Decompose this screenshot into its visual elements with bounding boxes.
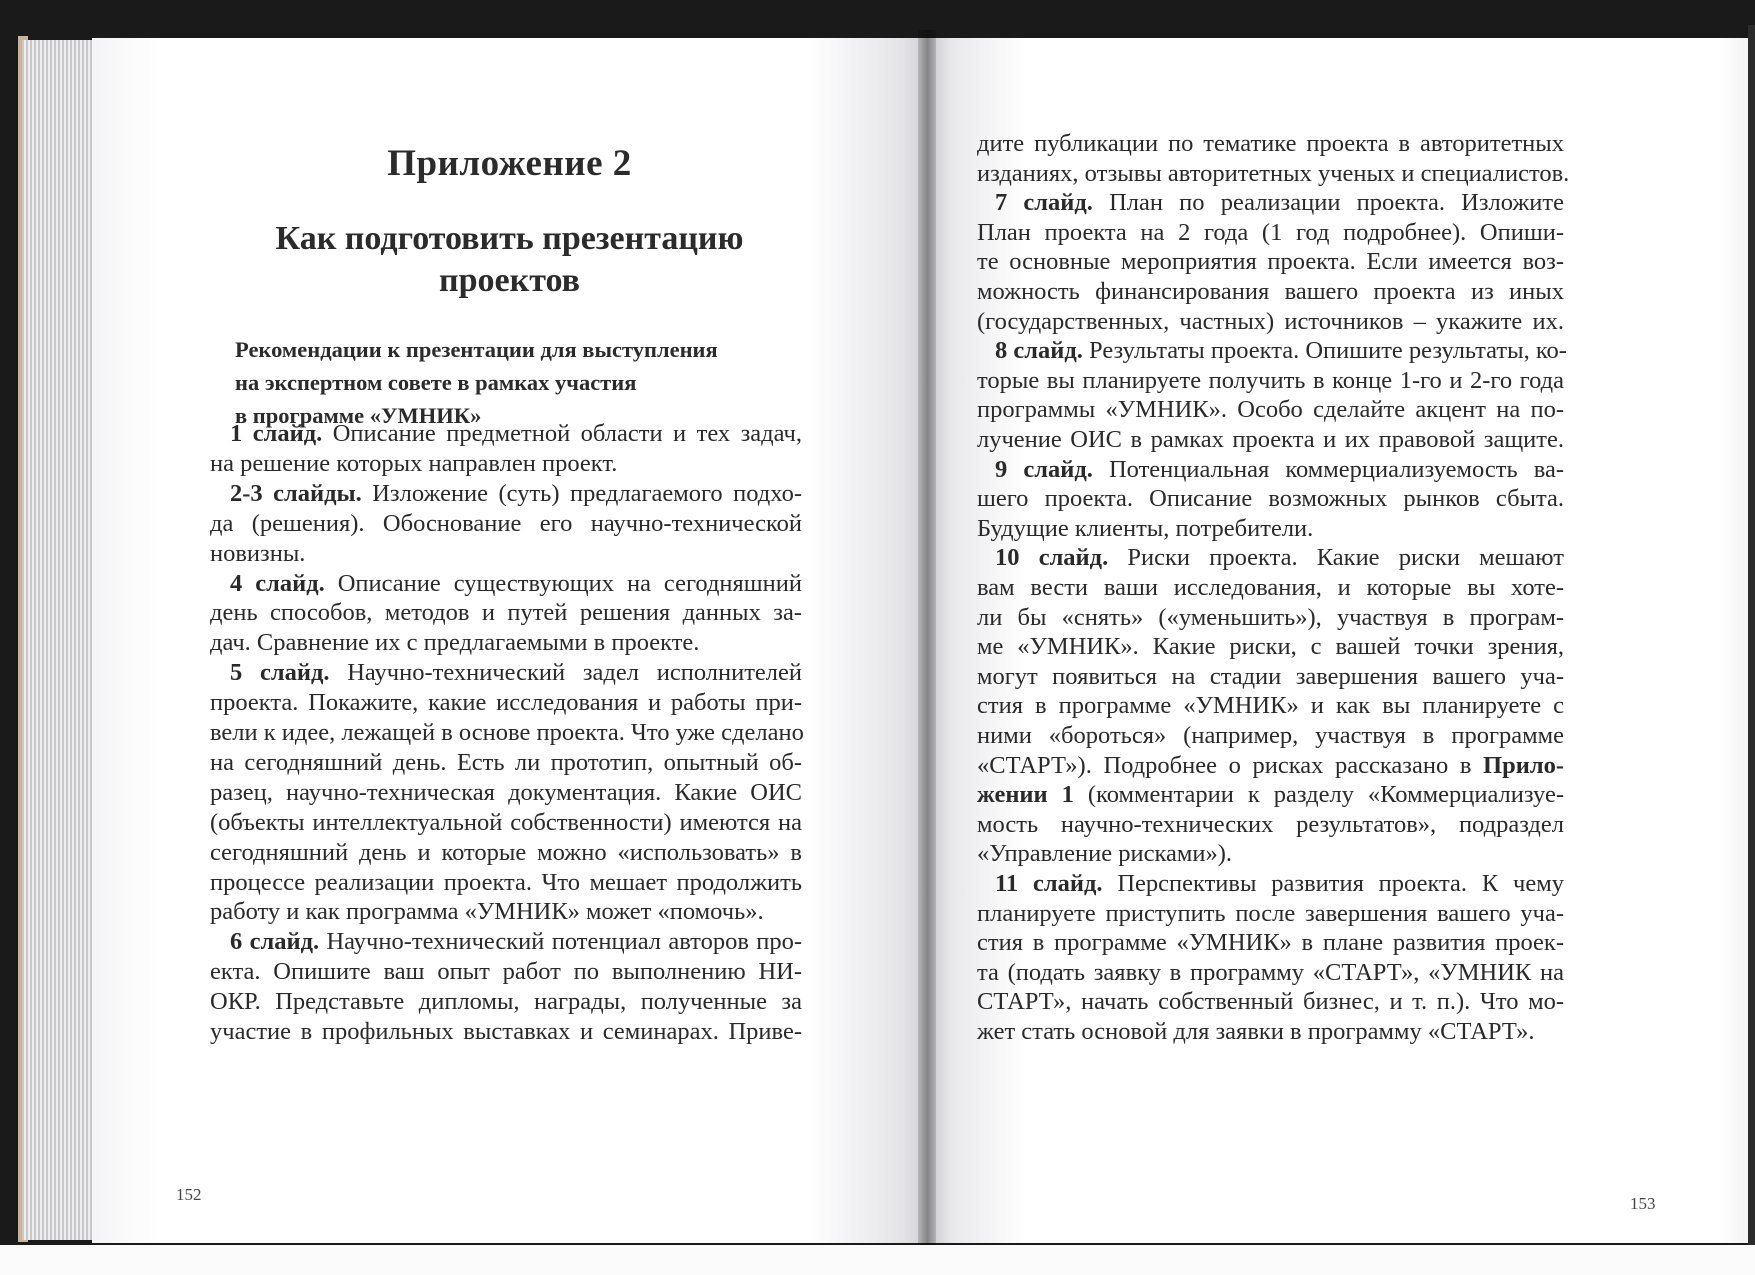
text-line bbox=[995, 186, 1564, 219]
text-line bbox=[210, 1015, 802, 1048]
line-text: екта. Опишите ваш опыт работ по выполнению НИ- bbox=[210, 958, 802, 986]
slide-label: 5 слайд. bbox=[230, 659, 330, 687]
text-line bbox=[230, 477, 802, 510]
text-line bbox=[977, 778, 1564, 811]
slide-label: 8 слайд. bbox=[995, 337, 1083, 365]
line-text: стия в программе «УМНИК» и как вы планируете с bbox=[977, 692, 1564, 720]
text-line bbox=[977, 245, 1564, 278]
line-text: стия в программе «УМНИК» в плане развития проек- bbox=[977, 929, 1564, 957]
line-text: разец, научно-техническая документация. Какие ОИС bbox=[210, 778, 802, 806]
line-text: ме «УМНИК». Какие риски, с вашей точки зрения, bbox=[977, 633, 1564, 661]
line-text: программы «УМНИК». Особо сделайте акцент на по- bbox=[977, 396, 1564, 424]
line-text: Будущие клиенты, потребители. bbox=[977, 514, 1314, 542]
text-line bbox=[977, 956, 1564, 989]
line-text: шего проекта. Описание возможных рынков сбыта. bbox=[977, 485, 1564, 513]
text-line bbox=[977, 364, 1564, 397]
text-line bbox=[210, 866, 802, 899]
line-text: изданиях, отзывы авторитетных ученых и специалистов. bbox=[977, 159, 1570, 187]
text-line bbox=[977, 630, 1564, 663]
line-text: можность финансирования вашего проекта из иных bbox=[977, 278, 1564, 305]
text-line bbox=[977, 897, 1564, 930]
slide-label: 10 слайд. bbox=[995, 544, 1109, 572]
text-line bbox=[210, 596, 802, 629]
line-text: на сегодняшний день. Есть ли прототип, опытный об- bbox=[210, 748, 802, 776]
text-line bbox=[977, 719, 1564, 752]
text-line bbox=[977, 601, 1564, 634]
slide-label: 11 слайд. bbox=[995, 870, 1103, 897]
text-line bbox=[210, 686, 802, 719]
text-line bbox=[210, 507, 802, 540]
page-number-right: 153 bbox=[1630, 1194, 1656, 1213]
line-text: работу и как программа «УМНИК» может «помочь». bbox=[210, 898, 764, 926]
text-line bbox=[210, 836, 802, 869]
left-page bbox=[92, 38, 927, 1243]
line-text: Описание существующих на сегодняшний bbox=[324, 569, 802, 597]
slide-label: 1 слайд. bbox=[230, 420, 323, 447]
line-text: вам вести ваши исследования, и которые вы хоте- bbox=[977, 574, 1564, 601]
text-line bbox=[210, 447, 802, 480]
line-text: день способов, методов и путей решения данных за- bbox=[210, 599, 802, 627]
line-text: мость научно-технических результатов», подраздел bbox=[977, 810, 1564, 838]
text-line bbox=[995, 867, 1564, 900]
text-line bbox=[977, 482, 1564, 515]
line-text: Научно-технический задел исполнителей bbox=[329, 659, 802, 687]
right-page bbox=[927, 38, 1752, 1243]
page-number-left: 152 bbox=[176, 1185, 202, 1204]
line-text: жет стать основой для заявки в программу «СТАРТ». bbox=[977, 1018, 1535, 1045]
scan-edge-shadow bbox=[1748, 25, 1755, 1245]
main-title-line-2: проектов bbox=[439, 262, 580, 299]
line-text: Риски проекта. Какие риски мешают bbox=[1108, 544, 1564, 572]
subtitle-line-1: Рекомендации к презентации для выступления bbox=[235, 337, 718, 362]
line-text: процессе реализации проекта. Что мешает продолжить bbox=[210, 868, 802, 896]
line-text: да (решения). Обоснование его научно-технической bbox=[210, 509, 802, 537]
text-line bbox=[230, 417, 802, 450]
text-line bbox=[210, 985, 802, 1018]
line-text: ли бы «снять» («уменьшить»), участвуя в програм- bbox=[977, 603, 1564, 631]
line-text: те основные мероприятия проекта. Если имеется воз- bbox=[977, 248, 1564, 276]
line-text: торые вы планируете получить в конце 1-го и 2-го года bbox=[977, 366, 1564, 394]
line-text: вели к идее, лежащей в основе проекта. Что уже сделано bbox=[210, 719, 804, 746]
slide-label: 9 слайд. bbox=[995, 455, 1093, 483]
slide-label: жении 1 bbox=[977, 781, 1074, 809]
line-text: (объекты интеллектуальной собственности) имеются на bbox=[210, 808, 802, 836]
line-text: «СТАРТ»). Подробнее о рисках рассказано в bbox=[977, 751, 1484, 779]
line-text: дите публикации по тематике проекта в авторитетных bbox=[977, 130, 1564, 157]
line-text: СТАРТ», начать собственный бизнес, и т. п.). Что мо- bbox=[977, 988, 1564, 1016]
text-line bbox=[210, 776, 802, 809]
main-title-line-1: Как подготовить презентацию bbox=[275, 220, 744, 257]
text-line bbox=[230, 567, 802, 600]
text-line bbox=[977, 749, 1564, 782]
line-text: на решение которых направлен проект. bbox=[210, 449, 618, 477]
slide-label: 7 слайд. bbox=[995, 189, 1093, 217]
line-text: Научно-технический потенциал авторов про- bbox=[319, 928, 802, 956]
text-line bbox=[210, 537, 802, 570]
line-text: новизны. bbox=[210, 539, 306, 567]
text-line bbox=[977, 393, 1564, 426]
text-line bbox=[210, 955, 802, 988]
line-text: План проекта на 2 года (1 год подробнее). Опиши- bbox=[977, 218, 1564, 246]
line-text: (государственных, частных) источников – укажите их. bbox=[977, 307, 1564, 335]
line-text: Изложение (суть) предлагаемого подхо- bbox=[361, 479, 802, 507]
line-text: сегодняшний день и которые можно «использовать» в bbox=[210, 838, 802, 866]
text-line bbox=[977, 305, 1564, 338]
text-line bbox=[977, 157, 1570, 190]
text-line bbox=[977, 837, 1564, 870]
text-line bbox=[977, 216, 1564, 249]
text-line bbox=[210, 746, 802, 779]
page-stack-edge bbox=[22, 40, 92, 1240]
text-line bbox=[977, 926, 1564, 959]
text-line bbox=[977, 689, 1564, 722]
text-line bbox=[977, 1015, 1564, 1048]
line-text: (комментарии к разделу «Коммерциализуе- bbox=[1073, 781, 1564, 809]
text-line bbox=[210, 716, 802, 749]
text-line bbox=[977, 127, 1564, 160]
text-line bbox=[995, 541, 1564, 574]
appendix-title: Приложение 2 bbox=[387, 143, 632, 184]
line-text: дач. Сравнение их с предлагаемыми в проекте. bbox=[210, 629, 700, 657]
line-text: Результаты проекта. Опишите результаты, ко- bbox=[1082, 337, 1567, 365]
line-text: проекта. Покажите, какие исследования и работы при- bbox=[210, 689, 802, 717]
line-text: могут появиться на стадии завершения вашего уча- bbox=[977, 662, 1564, 690]
text-line bbox=[977, 423, 1564, 456]
text-line bbox=[977, 571, 1564, 604]
text-line bbox=[977, 808, 1564, 841]
line-text: Перспективы развития проекта. К чему bbox=[1102, 870, 1565, 897]
main-title bbox=[92, 218, 927, 302]
subtitle-line-2: на экспертном совете в рамках участия bbox=[235, 370, 637, 395]
text-line bbox=[977, 275, 1564, 308]
text-line bbox=[230, 925, 802, 958]
text-line bbox=[230, 656, 802, 689]
text-line bbox=[210, 626, 802, 659]
slide-label: 6 слайд. bbox=[230, 928, 320, 956]
text-line bbox=[210, 806, 802, 839]
scanner-bed bbox=[0, 1245, 1755, 1275]
line-text: планируете приступить после завершения вашего уча- bbox=[977, 899, 1564, 927]
bold-reference: Прило- bbox=[1483, 751, 1564, 779]
text-line bbox=[995, 334, 1567, 367]
line-text: участие в профильных выставках и семинарах. Приве- bbox=[210, 1018, 802, 1045]
line-text: лучение ОИС в рамках проекта и их правовой защите. bbox=[977, 426, 1564, 453]
slide-label: 2-3 слайды. bbox=[230, 479, 362, 507]
text-line bbox=[977, 660, 1564, 693]
line-text: ОКР. Представьте дипломы, награды, полученные за bbox=[210, 988, 802, 1016]
line-text: ними «бороться» (например, участвуя в программе bbox=[977, 722, 1564, 749]
line-text: Описание предметной области и тех задач, bbox=[322, 420, 802, 447]
book-gutter bbox=[918, 30, 936, 1245]
line-text: План по реализации проекта. Изложите bbox=[1092, 189, 1564, 217]
text-line bbox=[977, 512, 1564, 545]
slide-label: 4 слайд. bbox=[230, 569, 325, 597]
text-line bbox=[210, 895, 802, 928]
line-text: Потенциальная коммерциализуемость ва- bbox=[1092, 455, 1564, 483]
line-text: та (подать заявку в программу «СТАРТ», «УМНИК на bbox=[977, 958, 1564, 986]
text-line bbox=[977, 985, 1564, 1018]
text-line bbox=[995, 453, 1564, 486]
line-text: «Управление рисками»). bbox=[977, 840, 1233, 868]
subtitle-line-3: в программе «УМНИК» bbox=[235, 403, 482, 428]
